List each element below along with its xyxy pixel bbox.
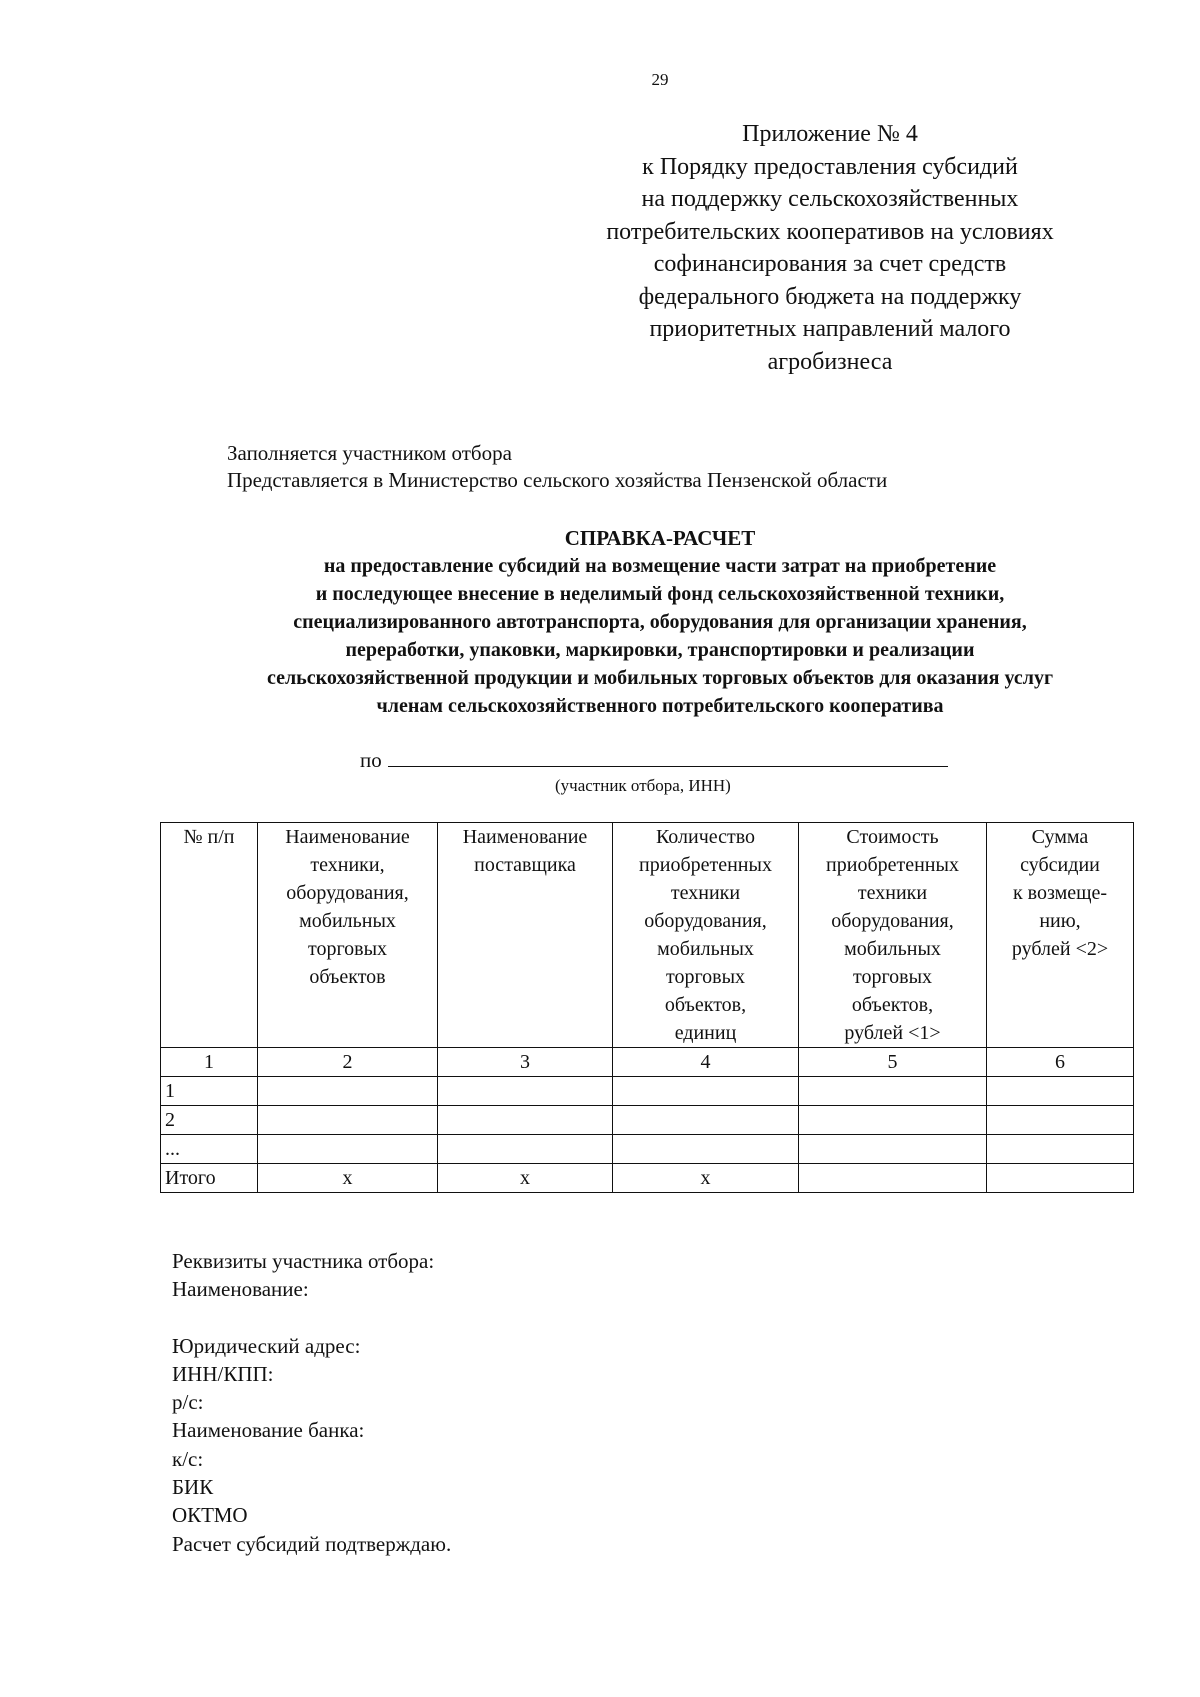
table-cell: х [613, 1164, 799, 1193]
appendix-header [570, 118, 1090, 378]
column-number-cell: 3 [438, 1048, 613, 1077]
document-title-block [150, 524, 1170, 720]
table-cell[interactable] [438, 1106, 613, 1135]
requisites-line: Наименование банка: [172, 1418, 365, 1443]
table-row [161, 1106, 1134, 1135]
table-header-row [161, 823, 1134, 1048]
requisites-line: Юридический адрес: [172, 1333, 361, 1358]
title-line: на предоставление субсидий на возмещение части затрат на приобретение [323, 555, 997, 577]
title-line: переработки, упаковки, маркировки, транспортировки и реализации [345, 639, 975, 661]
table-cell[interactable] [799, 1135, 987, 1164]
table-cell[interactable] [799, 1106, 987, 1135]
requisites-line: Наименование: [172, 1277, 309, 1302]
appendix-line: софинансирования за счет средств [653, 251, 1007, 277]
table-cell[interactable] [987, 1135, 1134, 1164]
table-cell[interactable] [987, 1164, 1134, 1193]
column-number-cell: 2 [258, 1048, 438, 1077]
appendix-line: Приложение № 4 [742, 121, 918, 147]
table-cell[interactable] [613, 1135, 799, 1164]
title-line: специализированного автотранспорта, оборудования для организации хранения, [293, 611, 1027, 633]
submission-notes [227, 440, 887, 494]
table-cell[interactable] [987, 1106, 1134, 1135]
column-number-row [161, 1048, 1134, 1077]
filled-by-note: Заполняется участником отбора [227, 441, 512, 465]
table-cell[interactable] [258, 1106, 438, 1135]
row-number-cell: 1 [161, 1077, 258, 1106]
table-row [161, 1135, 1134, 1164]
appendix-line: приоритетных направлений малого [649, 316, 1011, 342]
row-number-cell: ... [161, 1135, 258, 1164]
requisites-line: ОКТМО [172, 1503, 248, 1528]
participant-line [360, 748, 948, 773]
column-number-cell: 5 [799, 1048, 987, 1077]
participant-requisites [172, 1247, 451, 1558]
document-title: СПРАВКА-РАСЧЕТ [564, 526, 756, 550]
table-cell[interactable] [987, 1077, 1134, 1106]
participant-blank-field[interactable] [388, 748, 948, 767]
appendix-line: на поддержку сельскохозяйственных [641, 186, 1019, 212]
title-line: сельскохозяйственной продукции и мобильных торговых объектов для оказания услуг [266, 667, 1054, 689]
table-cell[interactable] [799, 1077, 987, 1106]
header-cell-equipment: Наименование техники, оборудования, мобильных торговых объектов [258, 823, 438, 1048]
table-cell[interactable] [258, 1135, 438, 1164]
header-cell-cost: Стоимость приобретенных техники оборудования, мобильных торговых объектов, рублей <1> [799, 823, 987, 1048]
header-cell-number: № п/п [161, 823, 258, 1048]
requisites-line: р/с: [172, 1390, 204, 1415]
table-cell[interactable] [613, 1077, 799, 1106]
participant-prefix: по [360, 748, 382, 772]
requisites-line: БИК [172, 1475, 214, 1500]
title-line: членам сельскохозяйственного потребительского кооператива [376, 695, 944, 717]
appendix-line: к Порядку предоставления субсидий [642, 153, 1018, 180]
header-cell-supplier: Наименование поставщика [438, 823, 613, 1048]
table-cell: х [258, 1164, 438, 1193]
total-label-cell: Итого [161, 1164, 258, 1193]
table-row [161, 1077, 1134, 1106]
submitted-to-note: Представляется в Министерство сельского хозяйства Пензенской области [227, 468, 888, 492]
title-line: и последующее внесение в неделимый фонд сельскохозяйственной техники, [315, 583, 1005, 605]
table-cell[interactable] [613, 1106, 799, 1135]
participant-hint: (участник отбора, ИНН) [555, 776, 731, 795]
table-cell: х [438, 1164, 613, 1193]
appendix-line: агробизнеса [767, 348, 893, 375]
page-number: 29 [651, 70, 669, 89]
table-cell[interactable] [799, 1164, 987, 1193]
header-cell-subsidy: Сумма субсидии к возмеще- нию, рублей <2> [987, 823, 1134, 1048]
column-number-cell: 1 [161, 1048, 258, 1077]
calculation-table [160, 822, 1134, 1193]
requisites-line [172, 1304, 451, 1332]
header-cell-quantity: Количество приобретенных техники оборудования, мобильных торговых объектов, единиц [613, 823, 799, 1048]
row-number-cell: 2 [161, 1106, 258, 1135]
requisites-line: Реквизиты участника отбора: [172, 1249, 435, 1273]
requisites-line: к/с: [172, 1446, 204, 1471]
column-number-cell: 6 [987, 1048, 1134, 1077]
column-number-cell: 4 [613, 1048, 799, 1077]
appendix-line: федерального бюджета на поддержку [638, 283, 1022, 310]
requisites-line: ИНН/КПП: [172, 1361, 274, 1386]
table-cell[interactable] [438, 1077, 613, 1106]
table-cell[interactable] [438, 1135, 613, 1164]
appendix-line: потребительских кооперативов на условиях [606, 218, 1054, 245]
table-total-row [161, 1164, 1134, 1193]
requisites-line: Расчет субсидий подтверждаю. [172, 1531, 452, 1556]
table-cell[interactable] [258, 1077, 438, 1106]
